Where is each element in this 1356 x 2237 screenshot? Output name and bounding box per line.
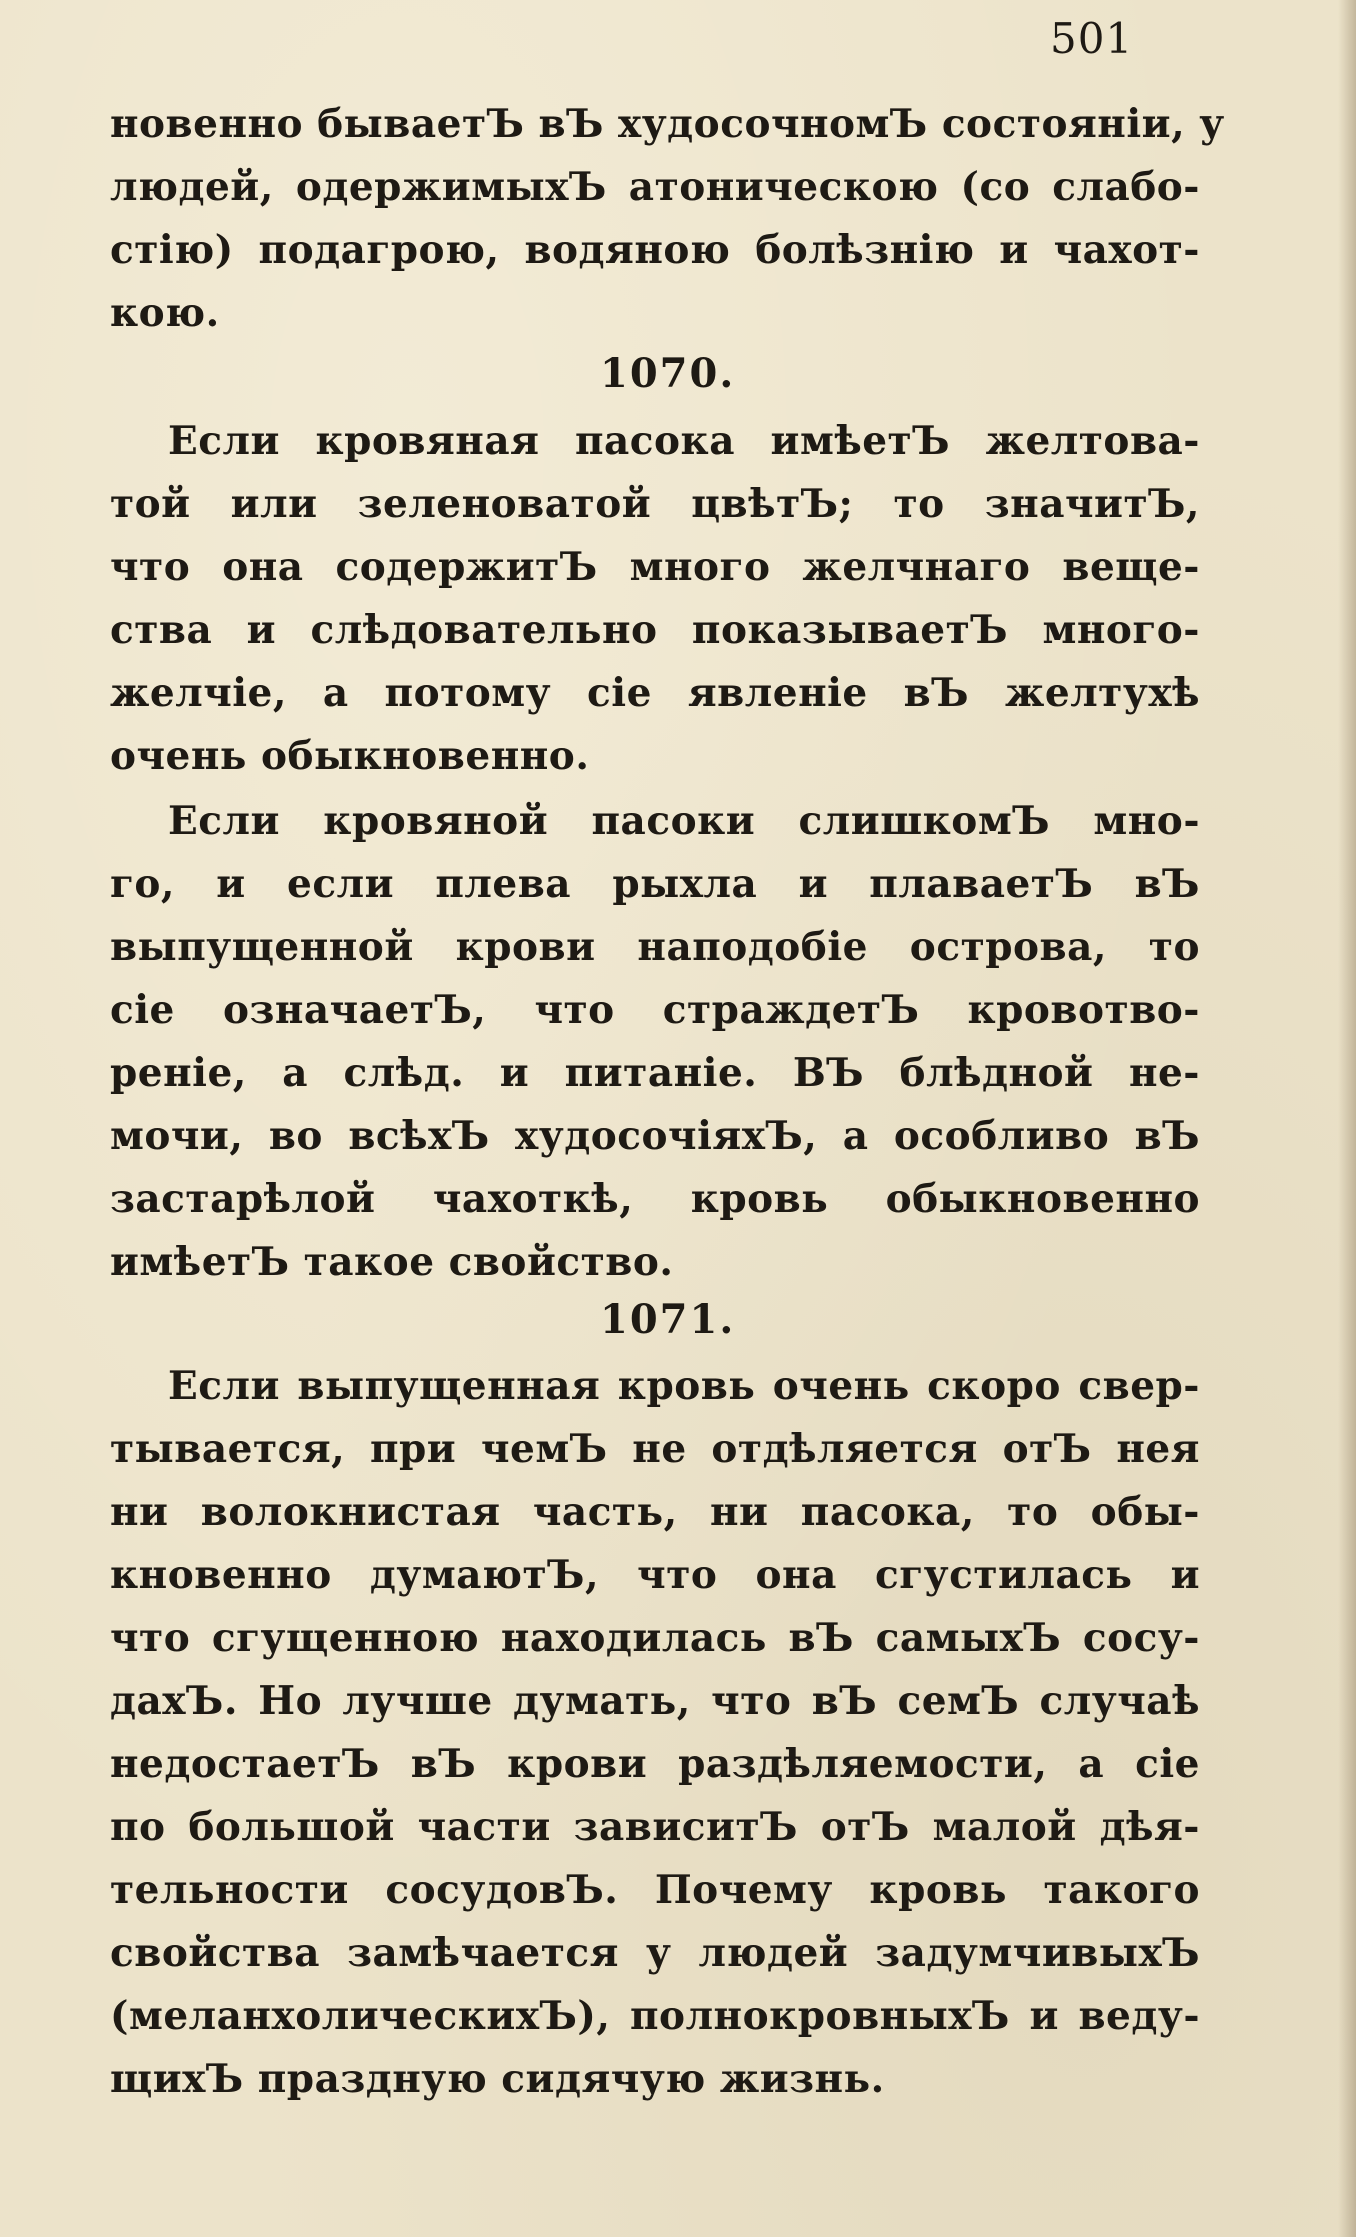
text-line: тельности сосудовЪ. Почему кровь такого [110,1867,1200,1913]
text-line: что она содержитЪ много желчнаго веще- [110,544,1200,590]
text-line: имѣетЪ такое свойство. [110,1239,674,1285]
text-line: желчіе, а потому сіе явленіе вЪ желтухѣ [110,670,1200,716]
paragraph-continuation [110,93,1225,345]
section-number-1070: 1070. [600,350,736,397]
text-line: по большой части зависитЪ отЪ малой дѣя- [110,1804,1200,1850]
text-line: новенно бываетЪ вЪ худосочномЪ состояніи, у [110,101,1225,147]
text-line: ства и слѣдовательно показываетЪ много- [110,607,1200,653]
text-line: тывается, при чемЪ не отдѣляется отЪ нея [110,1426,1200,1472]
text-line: дахЪ. Но лучше думать, что вЪ семЪ случаѣ [110,1678,1200,1724]
paragraph-1070-a [110,410,1200,788]
text-line: людей, одержимыхЪ атоническою (со слабо- [110,164,1200,210]
text-line: свойства замѣчается у людей задумчивыхЪ [110,1930,1200,1976]
text-line: ни волокнистая часть, ни пасока, то обы- [110,1489,1200,1535]
text-line: Если кровяной пасоки слишкомЪ мно- [168,798,1200,844]
page-number: 501 [1050,14,1134,63]
text-line: го, и если плева рыхла и плаваетЪ вЪ [110,861,1200,907]
text-line: недостаетЪ вЪ крови раздѣляемости, а сіе [110,1741,1200,1787]
text-line: выпущенной крови наподобіе острова, то [110,924,1200,970]
page-edge-shadow [1338,0,1356,2237]
text-line: щихЪ праздную сидячую жизнь. [110,2056,885,2102]
text-line: стію) подагрою, водяною болѣзнію и чахот- [110,227,1200,273]
text-line: той или зеленоватой цвѣтЪ; то значитЪ, [110,481,1200,527]
text-line: сіе означаетЪ, что страждетЪ кровотво- [110,987,1200,1033]
section-number-1071: 1071. [600,1296,736,1343]
text-line: кою. [110,290,220,336]
text-line: Если кровяная пасока имѣетЪ желтова- [168,418,1200,464]
paragraph-1070-b [110,790,1200,1294]
text-line: (меланхолическихЪ), полнокровныхЪ и веду- [110,1993,1200,2039]
text-line: кновенно думаютЪ, что она сгустилась и [110,1552,1200,1598]
text-line: что сгущенною находилась вЪ самыхЪ сосу- [110,1615,1200,1661]
text-line: реніе, а слѣд. и питаніе. ВЪ блѣдной не- [110,1050,1200,1096]
text-line: застарѣлой чахоткѣ, кровь обыкновенно [110,1176,1200,1222]
text-line: мочи, во всѣхЪ худосочіяхЪ, а особливо вЪ [110,1113,1200,1159]
text-line: Если выпущенная кровь очень скоро свер- [168,1363,1200,1409]
paragraph-1071 [110,1355,1200,2111]
text-line: очень обыкновенно. [110,733,590,779]
